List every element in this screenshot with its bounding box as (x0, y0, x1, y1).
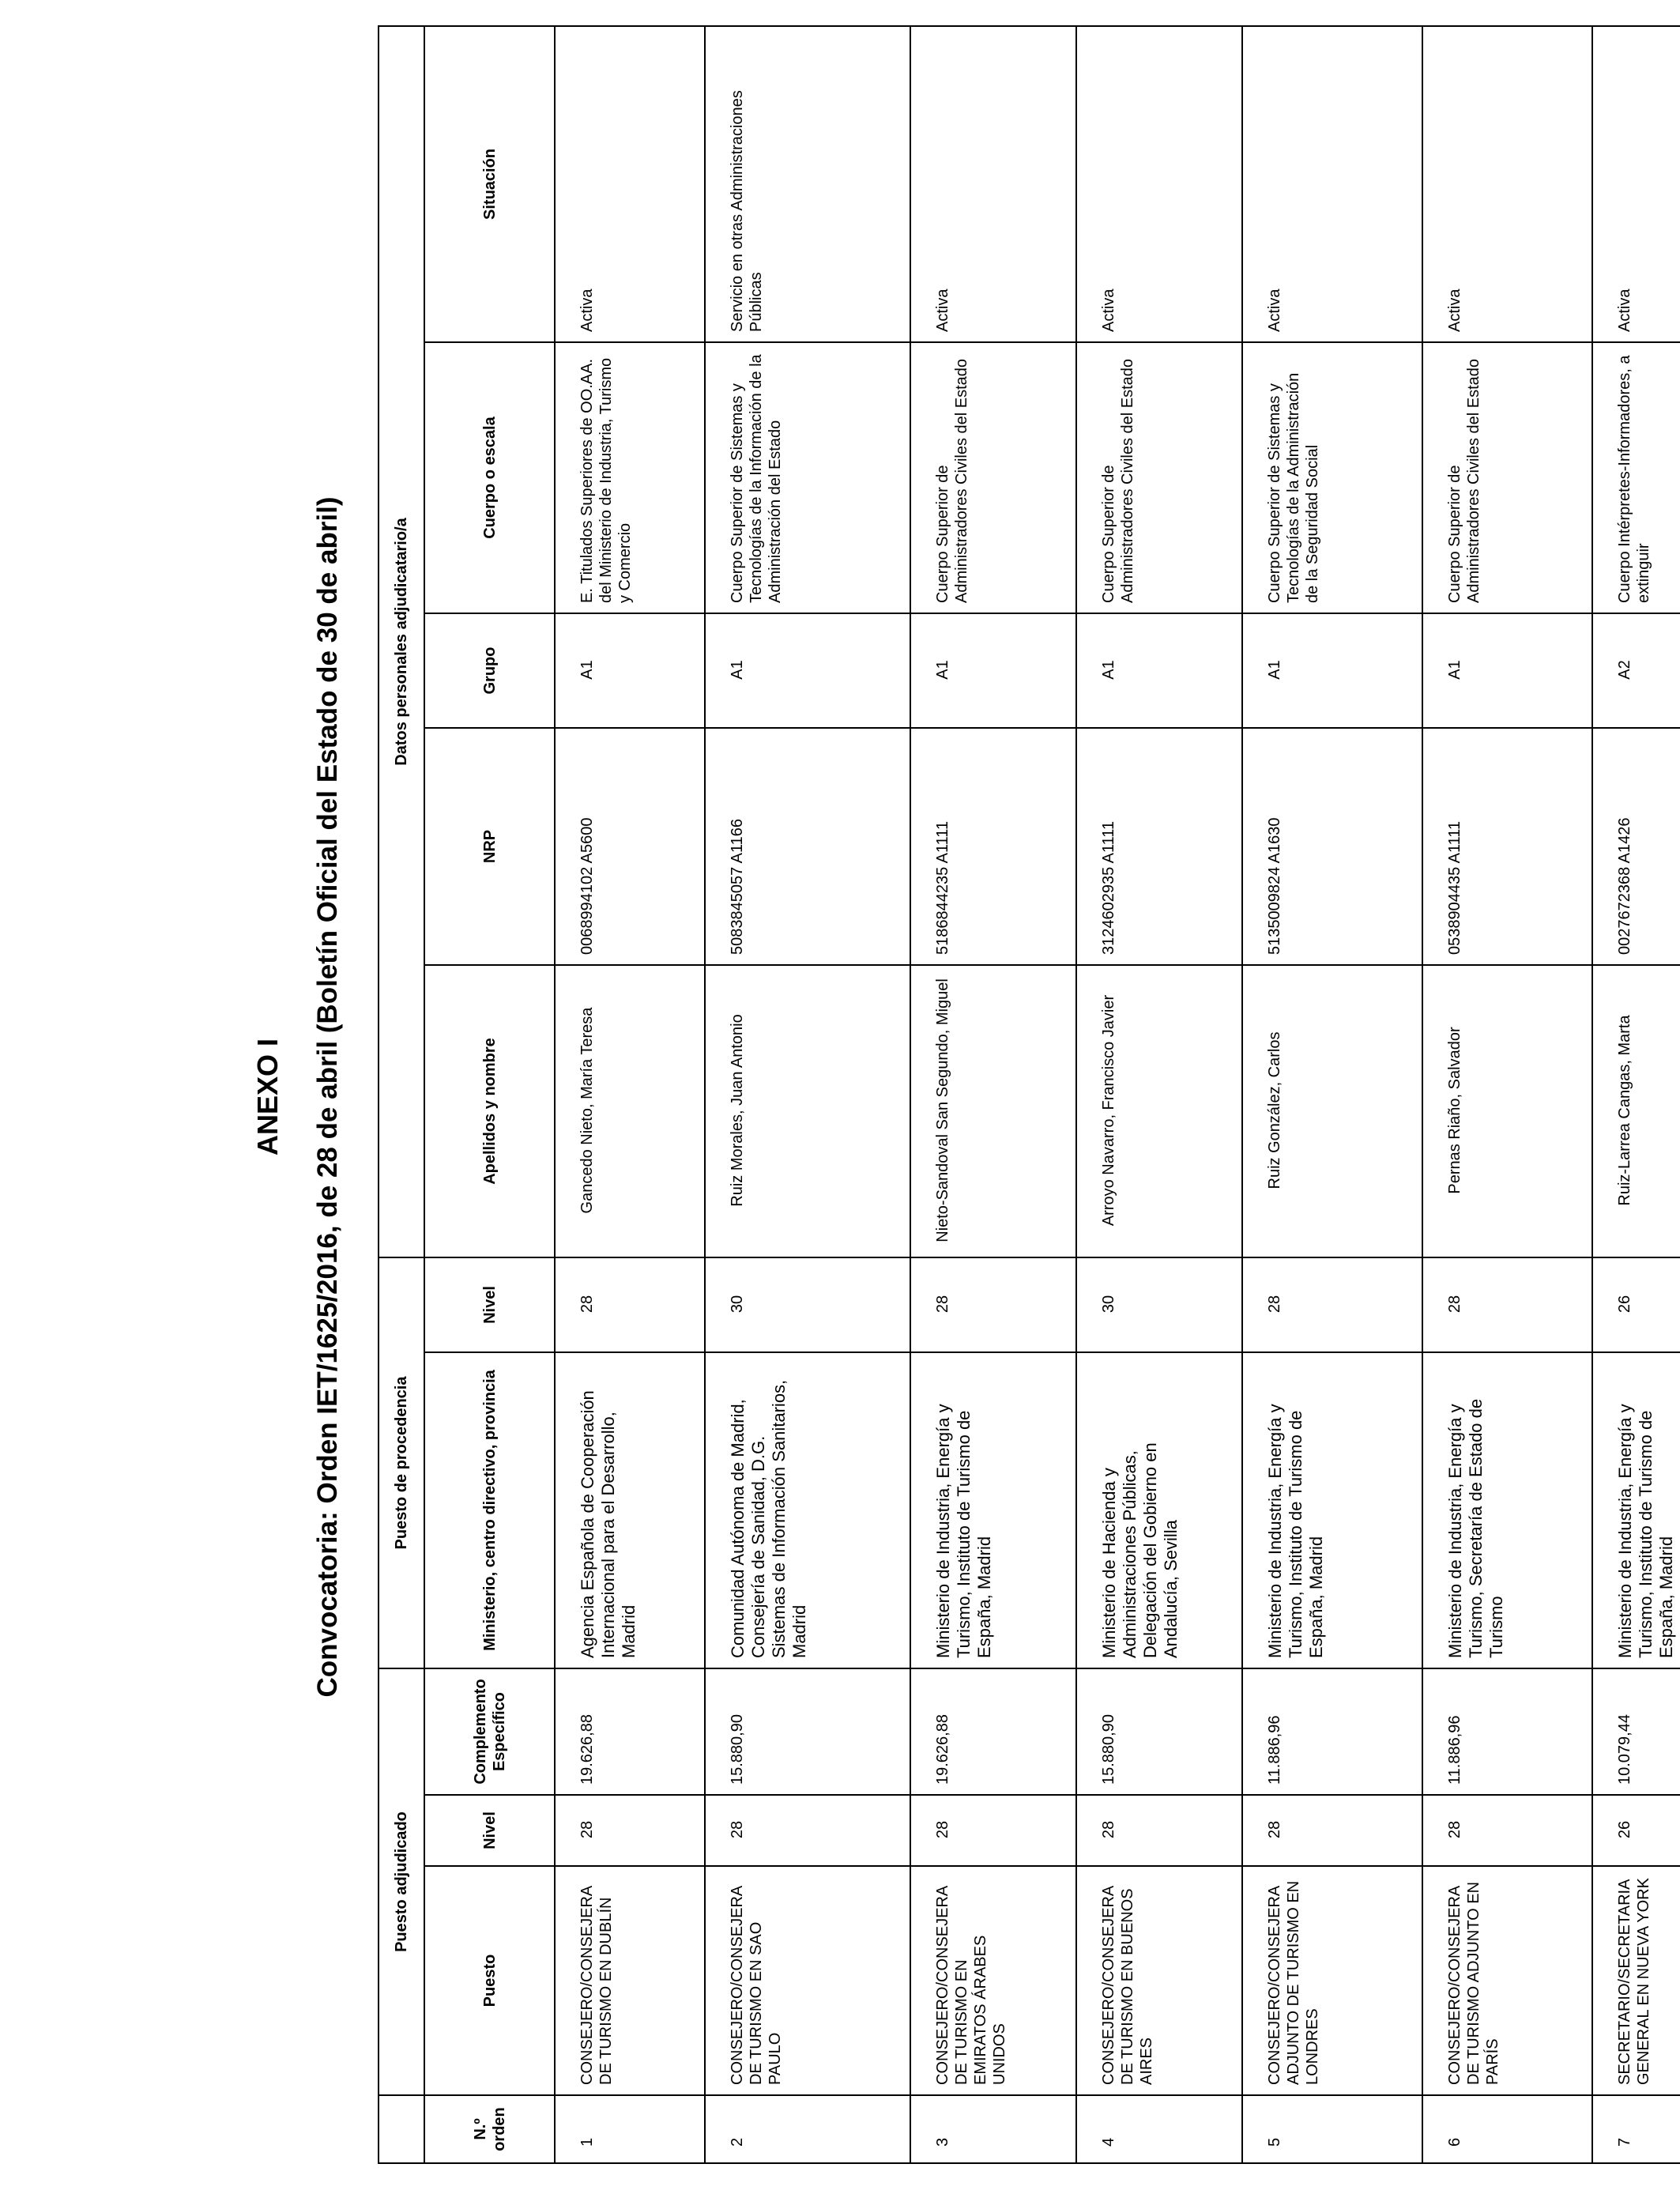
cell-puesto: CONSEJERO/CONSEJERA DE TURISMO ADJUNTO EN PARÍS (1422, 1866, 1592, 2095)
cell-orden: 5 (1242, 2095, 1422, 2163)
cell-apellidos: Ruiz Morales, Juan Antonio (705, 965, 910, 1257)
cell-nivel-proc: 30 (705, 1257, 910, 1352)
cell-apellidos: Arroyo Navarro, Francisco Javier (1076, 965, 1242, 1257)
cell-apellidos: Nieto-Sandoval San Segundo, Miguel (910, 965, 1076, 1257)
cell-ministerio: Ministerio de Hacienda y Administraciones Públicas, Delegación del Gobierno en Andalucía, Sevilla (1076, 1352, 1242, 1668)
cell-nivel-proc: 28 (555, 1257, 705, 1352)
cell-apellidos: Ruiz-Larrea Cangas, Marta (1592, 965, 1680, 1257)
header-nivel: Nivel (424, 1795, 555, 1866)
cell-nrp: 0068994102 A5600 (555, 728, 705, 965)
cell-orden: 6 (1422, 2095, 1592, 2163)
header-complemento: Complemento Específico (424, 1668, 555, 1795)
cell-nivel-proc: 30 (1076, 1257, 1242, 1352)
page-title: ANEXO I (251, 1038, 284, 1156)
cell-nrp: 3124602935 A1111 (1076, 728, 1242, 965)
header-empty (379, 2095, 424, 2163)
cell-nrp: 0027672368 A1426 (1592, 728, 1680, 965)
cell-nivel: 26 (1592, 1795, 1680, 1866)
cell-cuerpo: Cuerpo Superior de Administradores Civiles del Estado (910, 342, 1076, 613)
cell-ministerio: Agencia Española de Cooperación Internacional para el Desarrollo, Madrid (555, 1352, 705, 1668)
header-ministerio: Ministerio, centro directivo, provincia (424, 1352, 555, 1668)
cell-orden: 3 (910, 2095, 1076, 2163)
header-group-puesto-procedencia: Puesto de procedencia (379, 1257, 424, 1668)
header-nivel-procedencia: Nivel (424, 1257, 555, 1352)
cell-complemento: 19.626,88 (555, 1668, 705, 1795)
header-grupo: Grupo (424, 613, 555, 728)
cell-situacion: Activa (1422, 26, 1592, 342)
cell-grupo: A1 (1076, 613, 1242, 728)
cell-apellidos: Gancedo Nieto, María Teresa (555, 965, 705, 1257)
cell-puesto: CONSEJERO/CONSEJERA DE TURISMO EN DUBLÍN (555, 1866, 705, 2095)
cell-cuerpo: Cuerpo Superior de Administradores Civiles del Estado (1076, 342, 1242, 613)
cell-grupo: A1 (705, 613, 910, 728)
cell-grupo: A1 (555, 613, 705, 728)
cell-orden: 1 (555, 2095, 705, 2163)
cell-cuerpo: E. Titulados Superiores de OO.AA. del Ministerio de Industria, Turismo y Comercio (555, 342, 705, 613)
cell-ministerio: Ministerio de Industria, Energía y Turismo, Secretaría de Estado de Turismo (1422, 1352, 1592, 1668)
cell-grupo: A1 (1242, 613, 1422, 728)
cell-cuerpo: Cuerpo Intérpretes-Informadores, a extinguir (1592, 342, 1680, 613)
cell-puesto: CONSEJERO/CONSEJERA DE TURISMO EN EMIRATOS ÁRABES UNIDOS (910, 1866, 1076, 2095)
cell-nrp: 5083845057 A1166 (705, 728, 910, 965)
cell-ministerio: Comunidad Autónoma de Madrid, Consejería de Sanidad, D.G. Sistemas de Información Sanitarios, Madrid (705, 1352, 910, 1668)
cell-nrp: 0538904435 A1111 (1422, 728, 1592, 965)
cell-nivel: 28 (705, 1795, 910, 1866)
cell-complemento: 11.886,96 (1242, 1668, 1422, 1795)
cell-situacion: Activa (910, 26, 1076, 342)
cell-cuerpo: Cuerpo Superior de Sistemas y Tecnologías de la Administración de la Seguridad Social (1242, 342, 1422, 613)
cell-complemento: 11.886,96 (1422, 1668, 1592, 1795)
cell-complemento: 15.880,90 (705, 1668, 910, 1795)
cell-nrp: 5186844235 A1111 (910, 728, 1076, 965)
cell-puesto: CONSEJERO/CONSEJERA ADJUNTO DE TURISMO EN LONDRES (1242, 1866, 1422, 2095)
table-row (555, 26, 705, 2163)
table-row (705, 26, 910, 2163)
cell-cuerpo: Cuerpo Superior de Sistemas y Tecnologías de la Información de la Administración del Estado (705, 342, 910, 613)
header-puesto: Puesto (424, 1866, 555, 2095)
cell-situacion: Activa (1076, 26, 1242, 342)
cell-complemento: 10.079,44 (1592, 1668, 1680, 1795)
cell-apellidos: Pernas Riaño, Salvador (1422, 965, 1592, 1257)
header-apellidos: Apellidos y nombre (424, 965, 555, 1257)
cell-ministerio: Ministerio de Industria, Energía y Turismo, Instituto de Turismo de España, Madrid (910, 1352, 1076, 1668)
cell-orden: 2 (705, 2095, 910, 2163)
header-cuerpo: Cuerpo o escala (424, 342, 555, 613)
cell-situacion: Activa (555, 26, 705, 342)
cell-orden: 7 (1592, 2095, 1680, 2163)
cell-situacion: Activa (1592, 26, 1680, 342)
cell-nivel: 28 (1076, 1795, 1242, 1866)
cell-ministerio: Ministerio de Industria, Energía y Turismo, Instituto de Turismo de España, Madrid (1242, 1352, 1422, 1668)
cell-grupo: A1 (910, 613, 1076, 728)
cell-puesto: SECRETARIO/SECRETARIA GENERAL EN NUEVA YORK (1592, 1866, 1680, 2095)
cell-orden: 4 (1076, 2095, 1242, 2163)
table-row (1422, 26, 1592, 2163)
header-nrp: NRP (424, 728, 555, 965)
cell-complemento: 19.626,88 (910, 1668, 1076, 1795)
cell-nivel: 28 (910, 1795, 1076, 1866)
header-orden: N.º orden (424, 2095, 555, 2163)
cell-nivel-proc: 28 (1422, 1257, 1592, 1352)
cell-nrp: 5135009824 A1630 (1242, 728, 1422, 965)
cell-cuerpo: Cuerpo Superior de Administradores Civiles del Estado (1422, 342, 1592, 613)
cell-nivel: 28 (1242, 1795, 1422, 1866)
page-subtitle: Convocatoria: Orden IET/1625/2016, de 28 de abril (Boletín Oficial del Estado de 30 de abril) (312, 496, 343, 1698)
cell-nivel-proc: 28 (1242, 1257, 1422, 1352)
header-situacion: Situación (424, 26, 555, 342)
cell-apellidos: Ruiz González, Carlos (1242, 965, 1422, 1257)
cell-nivel: 28 (1422, 1795, 1592, 1866)
table-row (1076, 26, 1242, 2163)
adjudication-table (378, 25, 1680, 2164)
cell-nivel-proc: 28 (910, 1257, 1076, 1352)
cell-nivel-proc: 26 (1592, 1257, 1680, 1352)
cell-puesto: CONSEJERO/CONSEJERA DE TURISMO EN BUENOS AIRES (1076, 1866, 1242, 2095)
cell-puesto: CONSEJERO/CONSEJERA DE TURISMO EN SAO PAULO (705, 1866, 910, 2095)
header-group-datos-personales: Datos personales adjudicatario/a (379, 26, 424, 1257)
cell-complemento: 15.880,90 (1076, 1668, 1242, 1795)
table-body (555, 26, 1680, 2163)
cell-situacion: Servicio en otras Administraciones Públicas (705, 26, 910, 342)
header-group-puesto-adjudicado: Puesto adjudicado (379, 1668, 424, 2095)
table-row (910, 26, 1076, 2163)
cell-nivel: 28 (555, 1795, 705, 1866)
table-row (1242, 26, 1422, 2163)
cell-grupo: A1 (1422, 613, 1592, 728)
cell-ministerio: Ministerio de Industria, Energía y Turismo, Instituto de Turismo de España, Madrid (1592, 1352, 1680, 1668)
cell-situacion: Activa (1242, 26, 1422, 342)
table-row (1592, 26, 1680, 2163)
cell-grupo: A2 (1592, 613, 1680, 728)
